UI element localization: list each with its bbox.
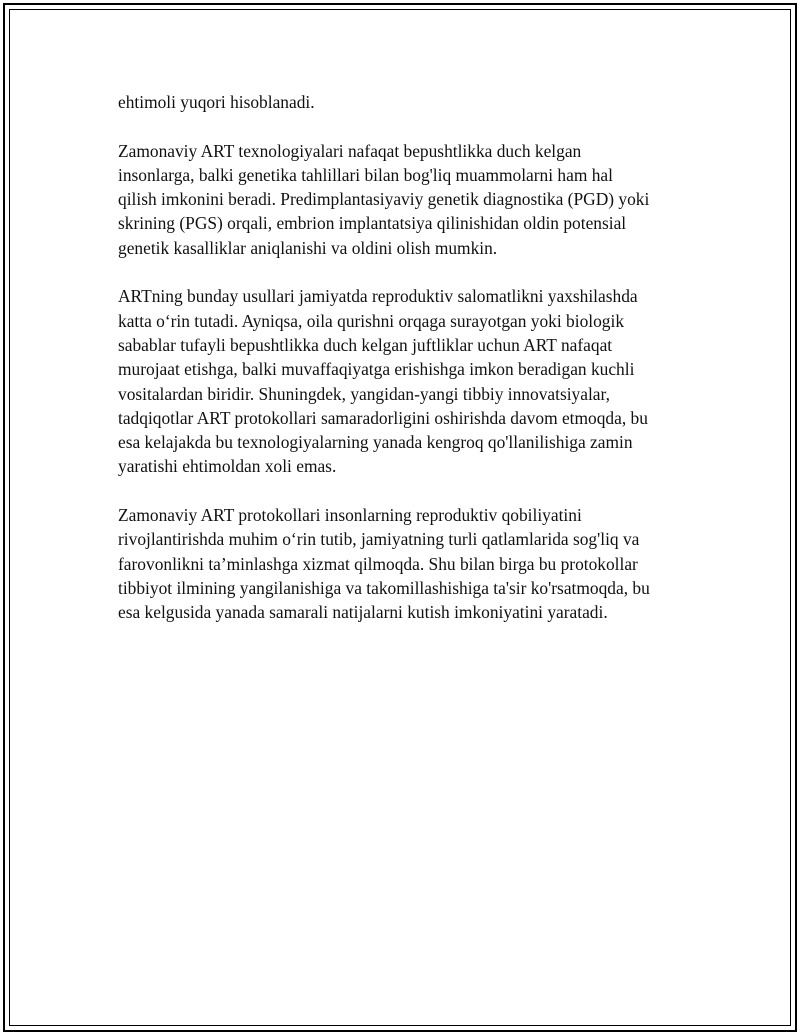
text-line: vositalardan biridir. Shuningdek, yangidan-yangi tibbiy innovatsiyalar,: [118, 383, 610, 404]
paragraph-2: [118, 139, 693, 260]
text-line: esa kelajakda bu texnologiyalarning yanada kengroq qo'llanilishiga zamin: [118, 432, 633, 453]
text-line: tadqiqotlar ART protokollari samaradorligini oshirishda davom etmoqda, bu: [118, 407, 648, 428]
text-line: sabablar tufayli bepushtlikka duch kelgan juftliklar uchun ART nafaqat: [118, 334, 613, 355]
paragraph-1: [118, 90, 693, 114]
text-line: farovonlikni ta’minlashga xizmat qilmoqda. Shu bilan birga bu protokollar: [118, 553, 638, 574]
paragraph-3: [118, 284, 693, 478]
text-line: Zamonaviy ART protokollari insonlarning reproduktiv qobiliyatini: [118, 505, 582, 526]
text-line: skrining (PGS) orqali, embrion implantatsiya qilinishidan oldin potensial: [118, 213, 627, 234]
text-line: Zamonaviy ART texnologiyalari nafaqat bepushtlikka duch kelgan: [118, 140, 582, 161]
text-line: insonlarga, balki genetika tahlillari bilan bog'liq muammolarni ham hal: [118, 164, 613, 185]
text-line: tibbiyot ilmining yangilanishiga va takomillashishiga ta'sir ko'rsatmoqda, bu: [118, 577, 650, 598]
document-body: [118, 90, 693, 649]
text-line: esa kelgusida yanada samarali natijalarni kutish imkoniyatini yaratadi.: [118, 602, 608, 623]
text-line: murojaat etishga, balki muvaffaqiyatga erishishga imkon beradigan kuchli: [118, 359, 635, 380]
text-line: ARTning bunday usullari jamiyatda reproduktiv salomatlikni yaxshilashda: [118, 286, 638, 307]
text-line: katta oʻrin tutadi. Ayniqsa, oila qurishni orqaga surayotgan yoki biologik: [118, 310, 625, 331]
text-line: ehtimoli yuqori hisoblanadi.: [118, 92, 315, 112]
text-line: genetik kasalliklar aniqlanishi va oldini olish mumkin.: [118, 237, 498, 258]
text-line: rivojlantirishda muhim oʻrin tutib, jamiyatning turli qatlamlarida sog'liq va: [118, 529, 640, 550]
paragraph-4: [118, 503, 693, 624]
text-line: qilish imkonini beradi. Predimplantasiyaviy genetik diagnostika (PGD) yoki: [118, 189, 650, 210]
text-line: yaratishi ehtimoldan xoli emas.: [118, 456, 337, 477]
